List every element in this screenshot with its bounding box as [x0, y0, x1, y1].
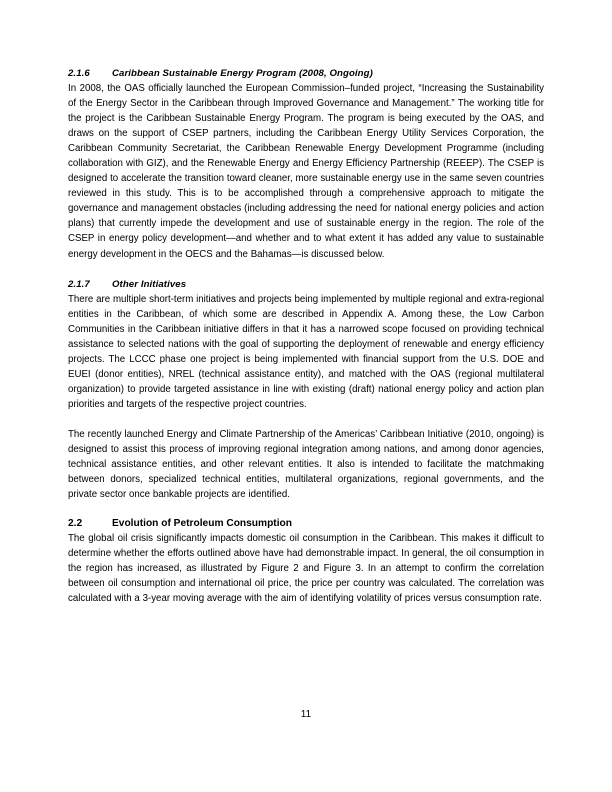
heading-2-1-7	[68, 277, 544, 292]
paragraph-spacer	[68, 262, 544, 277]
heading-2-1-7-number: 2.1.7	[68, 278, 90, 290]
section-spacer	[68, 502, 544, 516]
paragraph-2-1-7-a: There are multiple short-term initiatives and projects being implemented by multiple regional and extra-regional entities in the Caribbean, of which some are described in Appendix A. Among these, the Low Carbon Communities in the Caribbean initiative differs in that it has a narrowed scope focused on providing technical assistance to selected nations with the goal of supporting the deployment of renewable and energy efficiency projects. The LCCC phase one project is being implemented with financial support from the U.S. DOE and EUEI (donor entities), NREL (technical assistance entity), and matched with the OAS (regional multilateral organization) to provide targeted assistance in line with existing (draft) national energy policy and action plan priorities and targets of the respective project countries.	[68, 293, 544, 410]
heading-2-2	[68, 516, 544, 531]
heading-2-1-6	[68, 66, 544, 81]
page-content	[68, 66, 544, 606]
heading-2-2-title: Evolution of Petroleum Consumption	[112, 518, 292, 530]
heading-2-1-7-title: Other Initiatives	[112, 278, 187, 290]
page-number: 11	[300, 709, 312, 720]
paragraph-2-2: The global oil crisis significantly impacts domestic oil consumption in the Caribbean. This makes it difficult to determine whether the efforts outlined above have had demonstrable impact. In general, the oil consumption in the region has increased, as illustrated by Figure 2 and Figure 3. In an attempt to confirm the correlation between oil consumption and international oil price, the price per country was calculated. The correlation was calculated with a 3-year moving average with the aim of identifying volatility of prices versus consumption rate.	[68, 533, 544, 605]
paragraph-2-1-7-b: The recently launched Energy and Climate Partnership of the Americas’ Caribbean Initiative (2010, ongoing) is designed to assist this process of improving regional integration among nations, and among donor agencies, technical assistance entities, and other relevant entities. It also is intended to facilitate the matchmaking between donors, specialized technical entities, multilateral organizations, regional governments, and the private sector once bankable projects are identified.	[68, 428, 544, 501]
heading-2-2-number: 2.2	[68, 518, 83, 530]
heading-2-1-6-title: Caribbean Sustainable Energy Program (2008, Ongoing)	[112, 68, 373, 79]
paragraph-2-1-6: In 2008, the OAS officially launched the European Commission–funded project, “Increasing the Sustainability of the Energy Sector in the Caribbean through Improved Governance and Management.” The working title for the project is the Caribbean Sustainable Energy Program. The program is being executed by the OAS, and draws on the support of CSEP partners, including the Caribbean Energy Utility Services Corporation, the Caribbean Community Secretariat, the Caribbean Renewable Energy Development Programme (including collaboration with GIZ), and the Renewable Energy and Energy Efficiency Partnership (REEEP). The CSEP is designed to accelerate the transition toward cleaner, more sustainable energy use in the same seven countries reviewed in this study. This is to be accomplished through a comprehensive approach to mitigate the governance and management obstacles (including addressing the need for national energy policies and action plans) that currently impede the development and use of sustainable energy in the region. The role of the CSEP in energy policy development—and whether and to what extent it has added any value to sustainable energy development in the OECS and the Bahamas—is discussed below.	[68, 83, 544, 260]
heading-2-1-6-number: 2.1.6	[68, 68, 90, 79]
